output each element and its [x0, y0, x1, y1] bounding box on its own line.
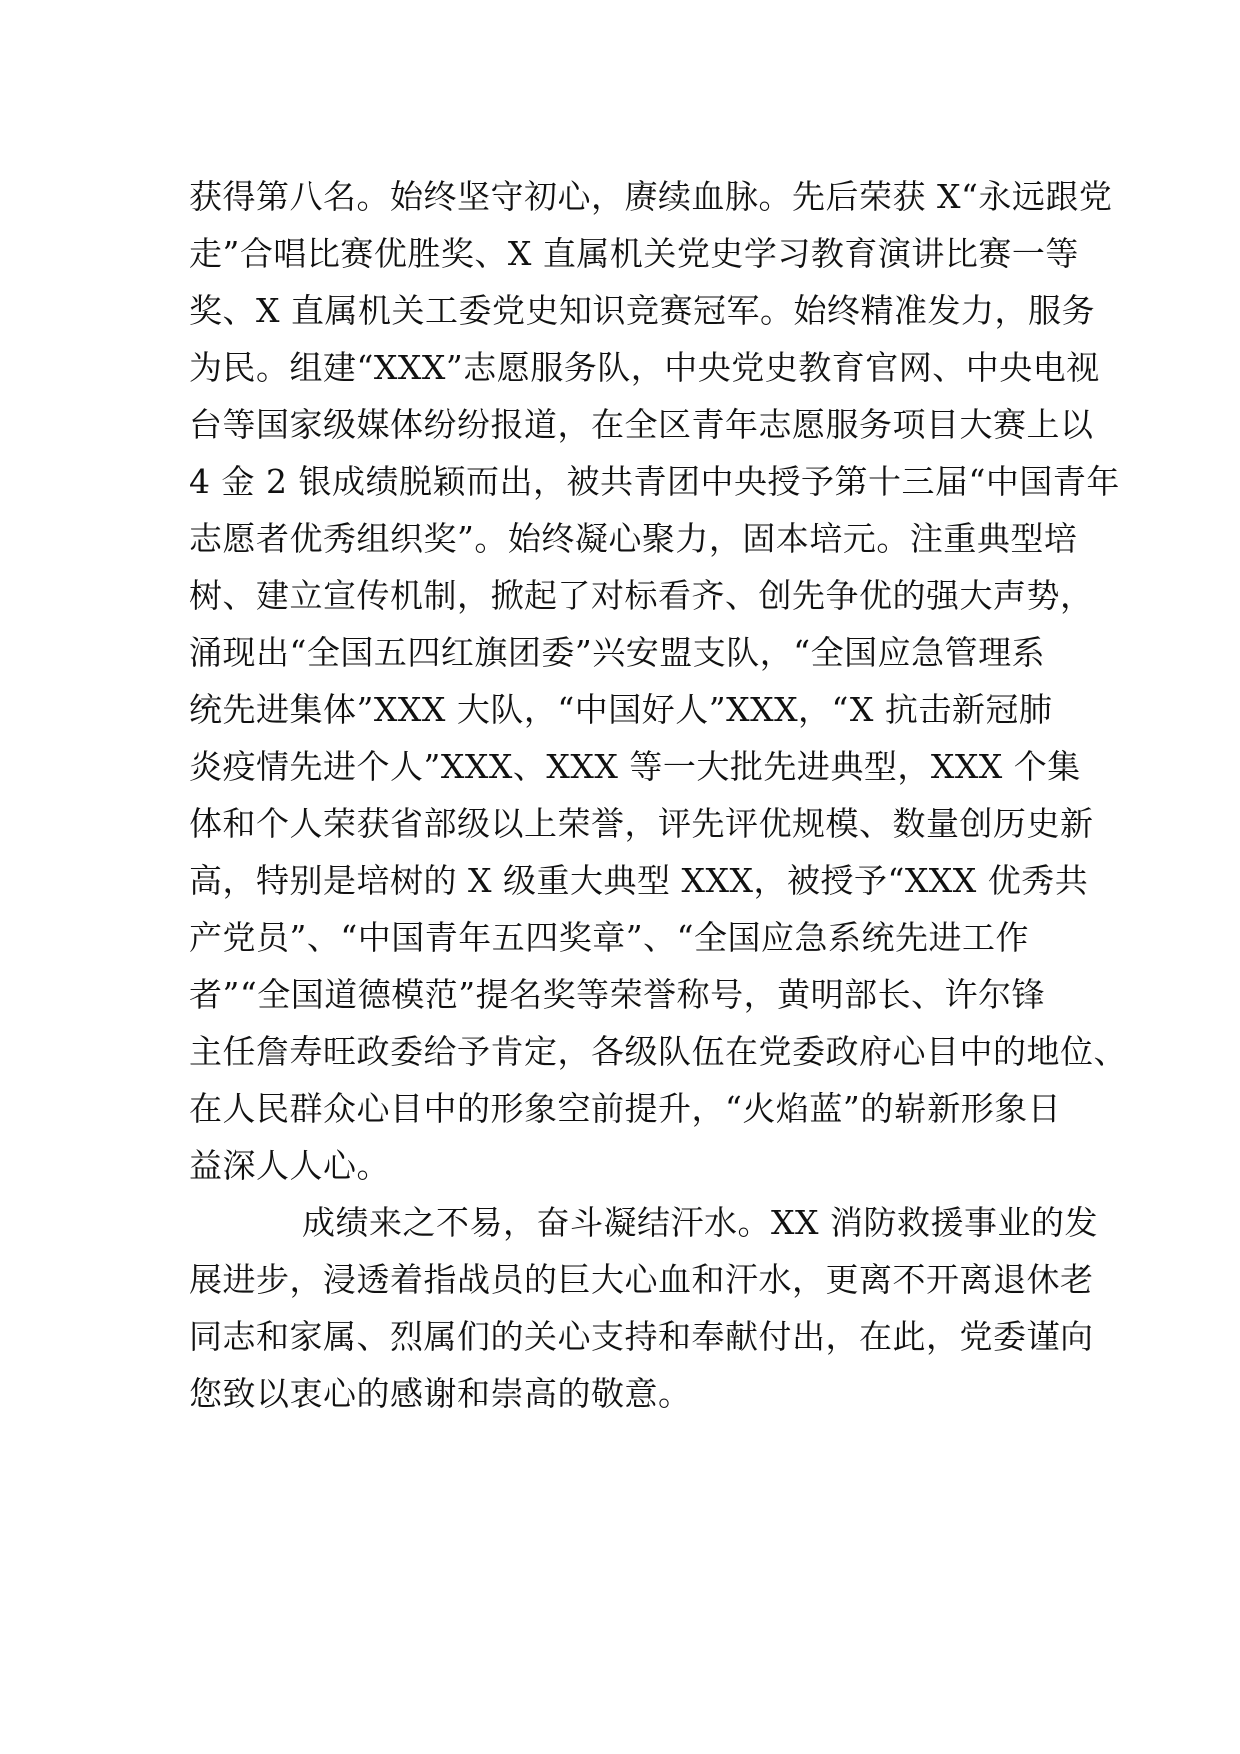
text-line: 树、建立宣传机制，掀起了对标看齐、创先争优的强大声势，: [189, 576, 1094, 615]
text-line: 获得第八名。始终坚守初心，赓续血脉。先后荣获 X“永远跟党: [189, 177, 1113, 216]
text-line: 成绩来之不易，奋斗凝结汗水。XX 消防救援事业的发: [302, 1203, 1098, 1242]
text-line: 在人民群众心目中的形象空前提升，“火焰蓝”的崭新形象日: [189, 1089, 1062, 1128]
text-line: 4 金 2 银成绩脱颖而出，被共青团中央授予第十三届“中国青年: [189, 462, 1120, 501]
text-line: 走”合唱比赛优胜奖、X 直属机关党史学习教育演讲比赛一等: [189, 234, 1079, 273]
text-line: 志愿者优秀组织奖”。始终凝心聚力，固本培元。注重典型培: [189, 519, 1078, 558]
text-line: 主任詹寿旺政委给予肯定，各级队伍在党委政府心目中的地位、: [189, 1032, 1127, 1071]
text-line: 台等国家级媒体纷纷报道，在全区青年志愿服务项目大赛上以: [189, 405, 1094, 444]
text-line: 您致以衷心的感谢和崇高的敬意。: [189, 1374, 692, 1413]
text-line: 展进步，浸透着指战员的巨大心血和汗水，更离不开离退休老: [189, 1260, 1094, 1299]
text-line: 益深人人心。: [189, 1146, 390, 1185]
text-line: 奖、X 直属机关工委党史知识竞赛冠军。始终精准发力，服务: [189, 291, 1095, 330]
text-line: 炎疫情先进个人”XXX、XXX 等一大批先进典型，XXX 个集: [189, 747, 1081, 786]
text-line: 统先进集体”XXX 大队，“中国好人”XXX，“X 抗击新冠肺: [189, 690, 1053, 729]
text-line: 同志和家属、烈属们的关心支持和奉献付出，在此，党委谨向: [189, 1317, 1094, 1356]
text-line: 者”“全国道德模范”提名奖等荣誉称号，黄明部长、许尔锋: [189, 975, 1046, 1014]
text-line: 体和个人荣获省部级以上荣誉，评先评优规模、数量创历史新: [189, 804, 1094, 843]
text-line: 高，特别是培树的 X 级重大典型 XXX，被授予“XXX 优秀共: [189, 861, 1089, 900]
text-line: 涌现出“全国五四红旗团委”兴安盟支队，“全国应急管理系: [189, 633, 1046, 672]
text-line: 为民。组建“XXX”志愿服务队，中央党史教育官网、中央电视: [189, 348, 1100, 387]
text-line: 产党员”、“中国青年五四奖章”、“全国应急系统先进工作: [189, 918, 1029, 957]
